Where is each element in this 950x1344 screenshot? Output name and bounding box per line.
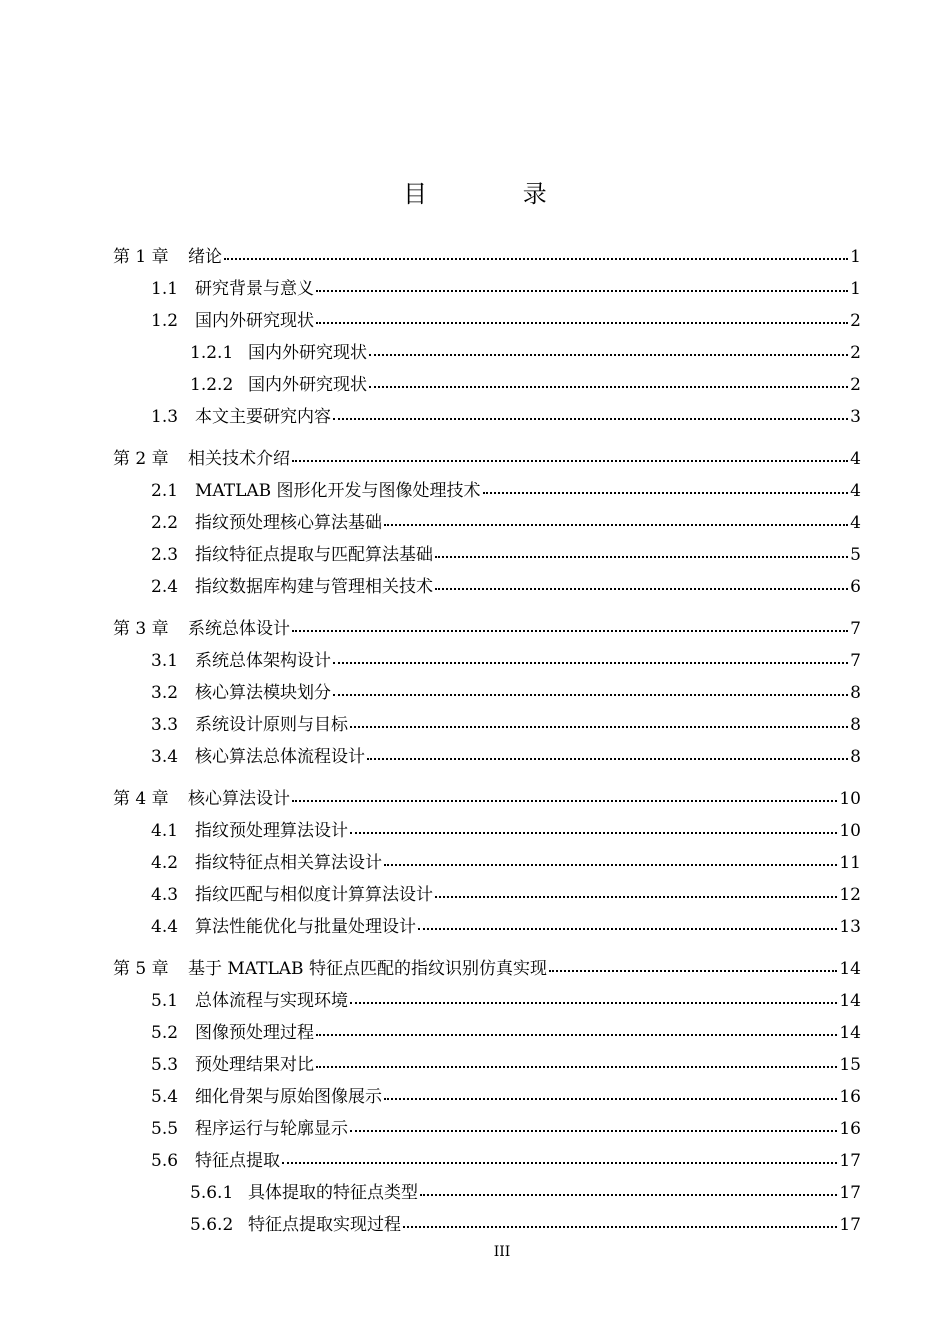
dot-leader xyxy=(333,694,848,696)
dot-leader xyxy=(292,630,848,632)
toc-entry-page: 10 xyxy=(839,821,861,841)
toc-entry-page: 4 xyxy=(850,449,861,469)
toc-entry-title: 程序运行与轮廓显示 xyxy=(195,1119,348,1139)
dot-leader xyxy=(282,1162,837,1164)
toc-section-entry[interactable] xyxy=(113,273,861,305)
toc-entry-title: 指纹预处理算法设计 xyxy=(195,821,348,841)
toc-entry-title: 指纹特征点提取与匹配算法基础 xyxy=(195,545,433,565)
toc-entry-page: 16 xyxy=(839,1087,861,1107)
toc-entry-page: 13 xyxy=(839,917,861,937)
toc-section-entry[interactable] xyxy=(113,1209,861,1241)
toc-entry-title: 系统总体架构设计 xyxy=(195,651,331,671)
dot-leader xyxy=(369,354,848,356)
dot-leader xyxy=(224,258,848,260)
toc-entry-number: 2.4 xyxy=(151,577,179,597)
toc-section-entry[interactable] xyxy=(113,507,861,539)
toc-section-entry[interactable] xyxy=(113,1145,861,1177)
toc-entry-number: 4.4 xyxy=(151,917,179,937)
toc-entry-title: 国内外研究现状 xyxy=(248,343,367,363)
toc-entry-page: 8 xyxy=(850,747,861,767)
toc-entry-page: 14 xyxy=(839,1023,861,1043)
toc-entry-number: 5.4 xyxy=(151,1087,179,1107)
dot-leader xyxy=(384,524,848,526)
toc-entry-page: 14 xyxy=(839,991,861,1011)
toc-entry-title: 算法性能优化与批量处理设计 xyxy=(195,917,416,937)
toc-entry-page: 1 xyxy=(850,247,861,267)
dot-leader xyxy=(292,460,848,462)
dot-leader xyxy=(435,588,848,590)
dot-leader xyxy=(350,1002,837,1004)
toc-section-entry[interactable] xyxy=(113,911,861,943)
toc-entry-title: 系统总体设计 xyxy=(188,619,290,639)
toc-entry-number: 第 3 章 xyxy=(113,619,169,639)
toc-entry-title: 指纹匹配与相似度计算算法设计 xyxy=(195,885,433,905)
toc-entry-title: 图像预处理过程 xyxy=(195,1023,314,1043)
toc-entry-number: 3.3 xyxy=(151,715,179,735)
toc-entry-page: 15 xyxy=(839,1055,861,1075)
page-number: III xyxy=(493,1244,511,1260)
toc-entry-title: 总体流程与实现环境 xyxy=(195,991,348,1011)
dot-leader xyxy=(435,896,837,898)
toc-section-entry[interactable] xyxy=(113,847,861,879)
dot-leader xyxy=(333,418,848,420)
toc-entry-number: 1.1 xyxy=(151,279,179,299)
toc-section-entry[interactable] xyxy=(113,305,861,337)
toc-entry-title: 系统设计原则与目标 xyxy=(195,715,348,735)
toc-entry-page: 17 xyxy=(839,1151,861,1171)
dot-leader xyxy=(384,864,837,866)
toc-entry-number: 5.1 xyxy=(151,991,179,1011)
toc-entry-page: 8 xyxy=(850,683,861,703)
dot-leader xyxy=(350,1130,837,1132)
toc-entry-page: 2 xyxy=(850,343,861,363)
toc-section-entry[interactable] xyxy=(113,677,861,709)
toc-entry-number: 4.3 xyxy=(151,885,179,905)
dot-leader xyxy=(292,800,837,802)
toc-section-entry[interactable] xyxy=(113,369,861,401)
toc-entry-number: 第 1 章 xyxy=(113,247,169,267)
toc-chapter-entry[interactable] xyxy=(113,613,861,645)
toc-entry-page: 3 xyxy=(850,407,861,427)
toc-entry-number: 2.1 xyxy=(151,481,179,501)
toc-entry-title: 指纹特征点相关算法设计 xyxy=(195,853,382,873)
toc-section-entry[interactable] xyxy=(113,879,861,911)
toc-entry-title: 细化骨架与原始图像展示 xyxy=(195,1087,382,1107)
toc-entry-number: 5.6 xyxy=(151,1151,179,1171)
toc-entry-page: 7 xyxy=(850,619,861,639)
toc-entry-title: 指纹预处理核心算法基础 xyxy=(195,513,382,533)
dot-leader xyxy=(418,928,837,930)
toc-entry-page: 1 xyxy=(850,279,861,299)
dot-leader xyxy=(435,556,848,558)
dot-leader xyxy=(350,726,848,728)
toc-entry-title: 特征点提取实现过程 xyxy=(248,1215,401,1235)
dot-leader xyxy=(316,1066,837,1068)
toc-section-entry[interactable] xyxy=(113,985,861,1017)
toc-entry-number: 5.6.2 xyxy=(190,1215,234,1235)
toc-entry-page: 16 xyxy=(839,1119,861,1139)
toc-entry-title: 特征点提取 xyxy=(195,1151,280,1171)
toc-section-entry[interactable] xyxy=(113,1017,861,1049)
toc-entry-number: 4.2 xyxy=(151,853,179,873)
dot-leader xyxy=(384,1098,837,1100)
toc-section-entry[interactable] xyxy=(113,1081,861,1113)
dot-leader xyxy=(369,386,848,388)
toc-section-entry[interactable] xyxy=(113,571,861,603)
toc-entry-title: 相关技术介绍 xyxy=(188,449,290,469)
toc-entry-title: MATLAB 图形化开发与图像处理技术 xyxy=(195,481,481,501)
toc-section-entry[interactable] xyxy=(113,401,861,433)
toc-entry-page: 7 xyxy=(850,651,861,671)
toc-entry-number: 5.5 xyxy=(151,1119,179,1139)
toc-entry-number: 3.4 xyxy=(151,747,179,767)
toc-entry-page: 17 xyxy=(839,1183,861,1203)
toc-entry-title: 核心算法模块划分 xyxy=(195,683,331,703)
dot-leader xyxy=(367,758,848,760)
dot-leader xyxy=(316,290,848,292)
toc-section-entry[interactable] xyxy=(113,815,861,847)
toc-entry-page: 8 xyxy=(850,715,861,735)
toc-chapter-entry[interactable] xyxy=(113,783,861,815)
toc-entry-title: 研究背景与意义 xyxy=(195,279,314,299)
toc-section-entry[interactable] xyxy=(113,741,861,773)
toc-entry-page: 14 xyxy=(839,959,861,979)
toc-section-entry[interactable] xyxy=(113,337,861,369)
toc-entry-title: 国内外研究现状 xyxy=(195,311,314,331)
dot-leader xyxy=(316,1034,837,1036)
toc-entry-page: 17 xyxy=(839,1215,861,1235)
toc-entry-page: 11 xyxy=(839,853,861,873)
dot-leader xyxy=(420,1194,837,1196)
toc-entry-title: 国内外研究现状 xyxy=(248,375,367,395)
dot-leader xyxy=(483,492,849,494)
toc-entry-number: 4.1 xyxy=(151,821,179,841)
toc-section-entry[interactable] xyxy=(113,645,861,677)
page-title: 目 录 xyxy=(403,180,591,208)
toc-entry-page: 4 xyxy=(850,513,861,533)
toc-entry-number: 1.3 xyxy=(151,407,179,427)
toc-entry-number: 5.6.1 xyxy=(190,1183,234,1203)
toc-entry-page: 2 xyxy=(850,311,861,331)
dot-leader xyxy=(333,662,848,664)
toc-section-entry[interactable] xyxy=(113,475,861,507)
toc-entry-page: 2 xyxy=(850,375,861,395)
toc-entry-page: 12 xyxy=(839,885,861,905)
toc-section-entry[interactable] xyxy=(113,1177,861,1209)
toc-entry-number: 第 4 章 xyxy=(113,789,169,809)
toc-section-entry[interactable] xyxy=(113,539,861,571)
dot-leader xyxy=(549,970,837,972)
toc-entry-number: 第 5 章 xyxy=(113,959,169,979)
toc-entry-title: 核心算法设计 xyxy=(188,789,290,809)
toc-entry-number: 第 2 章 xyxy=(113,449,169,469)
toc-chapter-entry[interactable] xyxy=(113,241,861,273)
toc-chapter-entry[interactable] xyxy=(113,443,861,475)
toc-entry-number: 5.3 xyxy=(151,1055,179,1075)
toc-entry-page: 6 xyxy=(850,577,861,597)
toc-entry-number: 2.3 xyxy=(151,545,179,565)
toc-section-entry[interactable] xyxy=(113,1113,861,1145)
toc-entry-number: 3.1 xyxy=(151,651,179,671)
toc-entry-title: 核心算法总体流程设计 xyxy=(195,747,365,767)
toc-entry-page: 4 xyxy=(850,481,861,501)
dot-leader xyxy=(350,832,837,834)
toc-section-entry[interactable] xyxy=(113,1049,861,1081)
toc-entry-number: 1.2 xyxy=(151,311,179,331)
toc-entry-title: 绪论 xyxy=(188,247,222,267)
toc-entry-page: 5 xyxy=(850,545,861,565)
toc-entry-title: 本文主要研究内容 xyxy=(195,407,331,427)
toc-entry-number: 2.2 xyxy=(151,513,179,533)
toc-entry-number: 5.2 xyxy=(151,1023,179,1043)
toc-chapter-entry[interactable] xyxy=(113,953,861,985)
toc-entry-number: 1.2.2 xyxy=(190,375,234,395)
toc-entry-title: 预处理结果对比 xyxy=(195,1055,314,1075)
toc-entry-number: 3.2 xyxy=(151,683,179,703)
toc-entry-title: 基于 MATLAB 特征点匹配的指纹识别仿真实现 xyxy=(188,959,547,979)
toc-entry-number: 1.2.1 xyxy=(190,343,234,363)
toc-entry-page: 10 xyxy=(839,789,861,809)
toc-section-entry[interactable] xyxy=(113,709,861,741)
table-of-contents xyxy=(113,241,861,1241)
toc-entry-title: 具体提取的特征点类型 xyxy=(248,1183,418,1203)
dot-leader xyxy=(316,322,848,324)
toc-entry-title: 指纹数据库构建与管理相关技术 xyxy=(195,577,433,597)
dot-leader xyxy=(403,1226,837,1228)
